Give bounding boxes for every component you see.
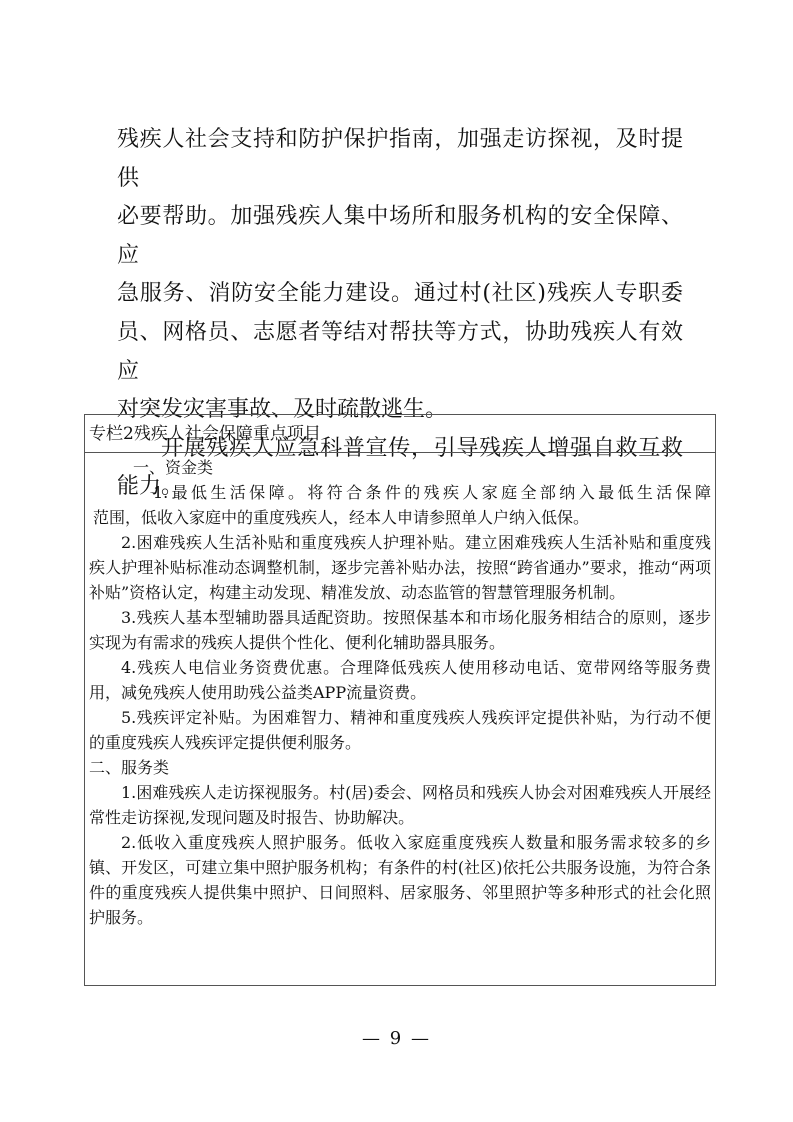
item-3: 3.残疾人基本型辅助器具适配资助。按照保基本和市场化服务相结合的原则，逐步实现为有需求的残疾人提供个性化、便利化辅助器具服务。	[89, 608, 711, 652]
page-number: — 9 —	[362, 1028, 431, 1049]
item-1-line-1: 1.最低生活保障。将符合条件的残疾人家庭全部纳入最低生活保障	[153, 483, 711, 502]
column-content	[85, 453, 715, 930]
item-5: 5.残疾评定补贴。为困难智力、精神和重度残疾人残疾评定提供补贴，为行动不便的重度残疾人残疾评定提供便利服务。	[89, 708, 711, 752]
column-title: 专栏2残疾人社会保障重点项目	[85, 415, 715, 453]
item-1-line-2: 范围，低收入家庭中的重度残疾人，经本人申请参照单人户纳入低保。	[93, 508, 590, 527]
section-heading-services: 二、服务类	[89, 758, 170, 777]
text-line: 能力。	[117, 474, 184, 500]
item-2: 2.困难残疾人生活补贴和重度残疾人护理补贴。建立困难残疾人生活补贴和重度残疾人护理补贴标准动态调整机制，逐步完善补贴办法，按照“跨省通办”要求，推动“两项补贴”资格认定，构建主动发现、精准发放、动态监管的智慧管理服务机制。	[89, 533, 711, 602]
paragraph-1	[117, 121, 683, 430]
service-item-2: 2.低收入重度残疾人照护服务。低收入家庭重度残疾人数量和服务需求较多的乡镇、开发区，可建立集中照护服务机构；有条件的村(社区)依托公共服务设施，为符合条件的重度残疾人提供集中照护、日间照料、居家服务、邻里照护等多种形式的社会化照护服务。	[89, 833, 711, 927]
text-line: 急服务、消防安全能力建设。通过村(社区)残疾人专职委	[117, 281, 683, 307]
item-4: 4.残疾人电信业务资费优惠。合理降低残疾人使用移动电话、宽带网络等服务费用，减免残疾人使用助残公益类APP流量资费。	[89, 658, 711, 702]
text-line: 对突发灾害事故、及时疏散逃生。	[117, 397, 448, 423]
text-line: 员、网格员、志愿者等结对帮扶等方式，协助残疾人有效应	[117, 319, 683, 384]
section-heading-funds: 一、资金类	[133, 458, 214, 477]
text-line: 开展残疾人应急科普宣传，引导残疾人增强自救互救	[161, 435, 683, 461]
text-line: 必要帮助。加强残疾人集中场所和服务机构的安全保障、应	[117, 204, 683, 268]
column-box	[84, 414, 716, 986]
text-line: 残疾人社会支持和防护保护指南，加强走访探视，及时提供	[117, 127, 683, 191]
service-item-1: 1.困难残疾人走访探视服务。村(居)委会、网格员和残疾人协会对困难残疾人开展经常性走访探视,发现问题及时报告、协助解决。	[89, 783, 711, 827]
